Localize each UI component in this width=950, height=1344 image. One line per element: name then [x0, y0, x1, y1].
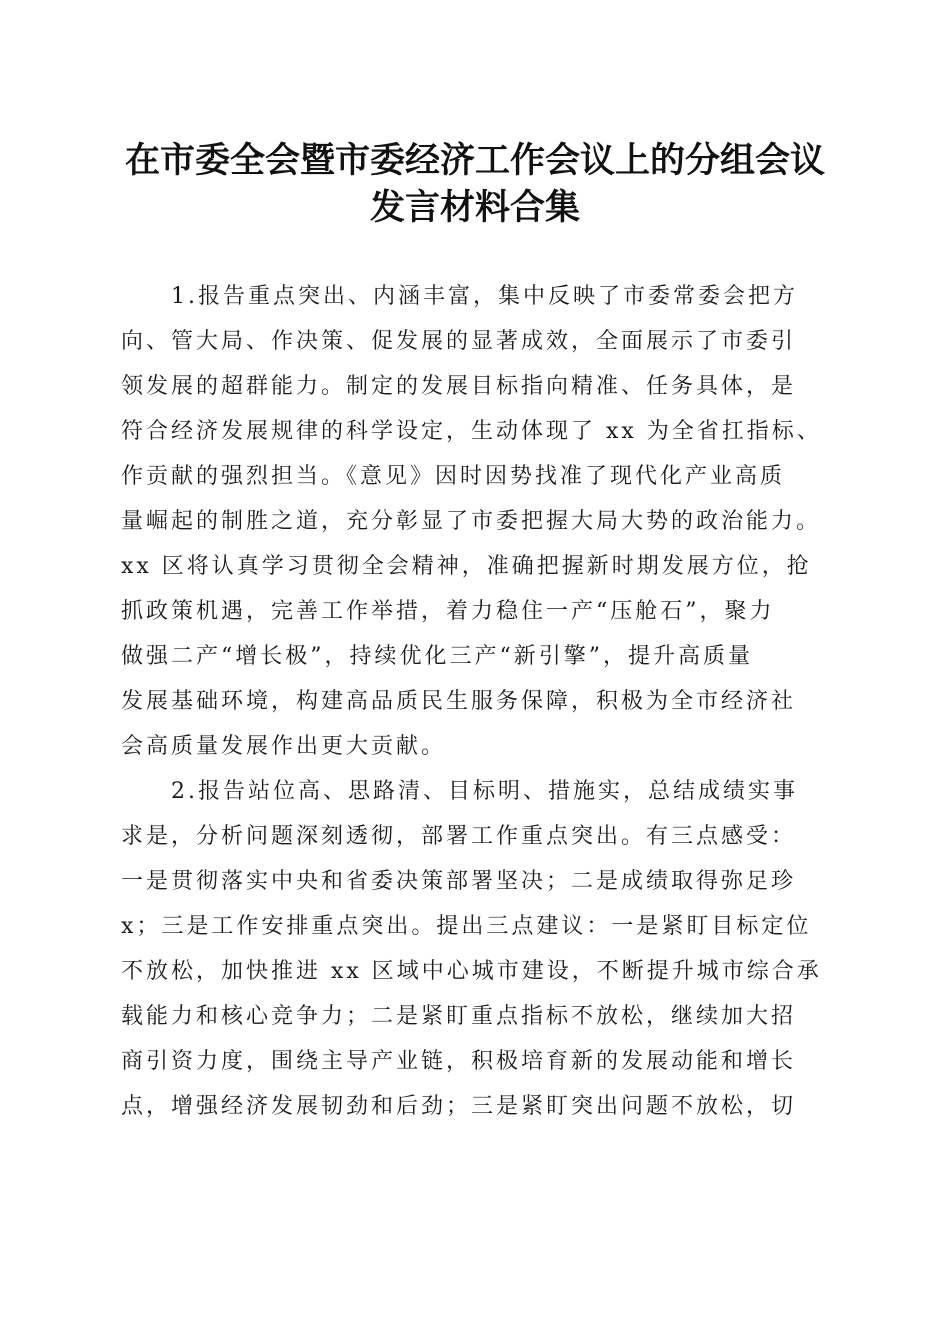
- document-title-line-2: 发言材料合集: [369, 187, 580, 228]
- body-line: 2.报告站位高、思路清、目标明、措施实，总结成绩实事: [171, 779, 798, 804]
- body-line: 向、管大局、作决策、促发展的显著成效，全面展示了市委引: [121, 329, 797, 354]
- body-line: 领发展的超群能力。制定的发展目标指向精准、任务具体，是: [121, 374, 797, 399]
- body-line: 发展基础环境，构建高品质民生服务保障，积极为全市经济社: [121, 689, 797, 714]
- body-line: 量崛起的制胜之道，充分彰显了市委把握大局大势的政治能力。: [121, 509, 822, 534]
- body-line: 点，增强经济发展韧劲和后劲；三是紧盯突出问题不放松，切: [121, 1094, 797, 1119]
- document-title-line-1: 在市委全会暨市委经济工作会议上的分组会议: [124, 140, 825, 181]
- body-line: 一是贯彻落实中央和省委决策部署坚决；二是成绩取得弥足珍: [121, 869, 797, 894]
- body-line: 1.报告重点突出、内涵丰富，集中反映了市委常委会把方: [171, 284, 798, 309]
- body-line: 做强二产“增长极”，持续优化三产“新引擎”，提升高质量: [121, 644, 753, 669]
- body-line: xx 区将认真学习贯彻全会精神，准确把握新时期发展方位，抢: [121, 554, 812, 579]
- body-line: 载能力和核心竞争力；二是紧盯重点指标不放松，继续加大招: [121, 1004, 797, 1029]
- body-line: 不放松，加快推进 xx 区域中心城市建设，不断提升城市综合承: [121, 959, 822, 984]
- body-line: 抓政策机遇，完善工作举措，着力稳住一产“压舱石”，聚力: [121, 599, 775, 624]
- body-line: 会高质量发展作出更大贡献。: [121, 734, 447, 759]
- body-line: 求是，分析问题深刻透彻，部署工作重点突出。有三点感受：: [121, 824, 797, 849]
- body-line: 作贡献的强烈担当。《意见》因时因势找准了现代化产业高质: [121, 464, 786, 489]
- body-line: x；三是工作安排重点突出。提出三点建议：一是紧盯目标定位: [121, 914, 812, 939]
- body-line: 符合经济发展规律的科学设定，生动体现了 xx 为全省扛指标、: [121, 419, 822, 444]
- body-line: 商引资力度，围绕主导产业链，积极培育新的发展动能和增长: [121, 1049, 797, 1074]
